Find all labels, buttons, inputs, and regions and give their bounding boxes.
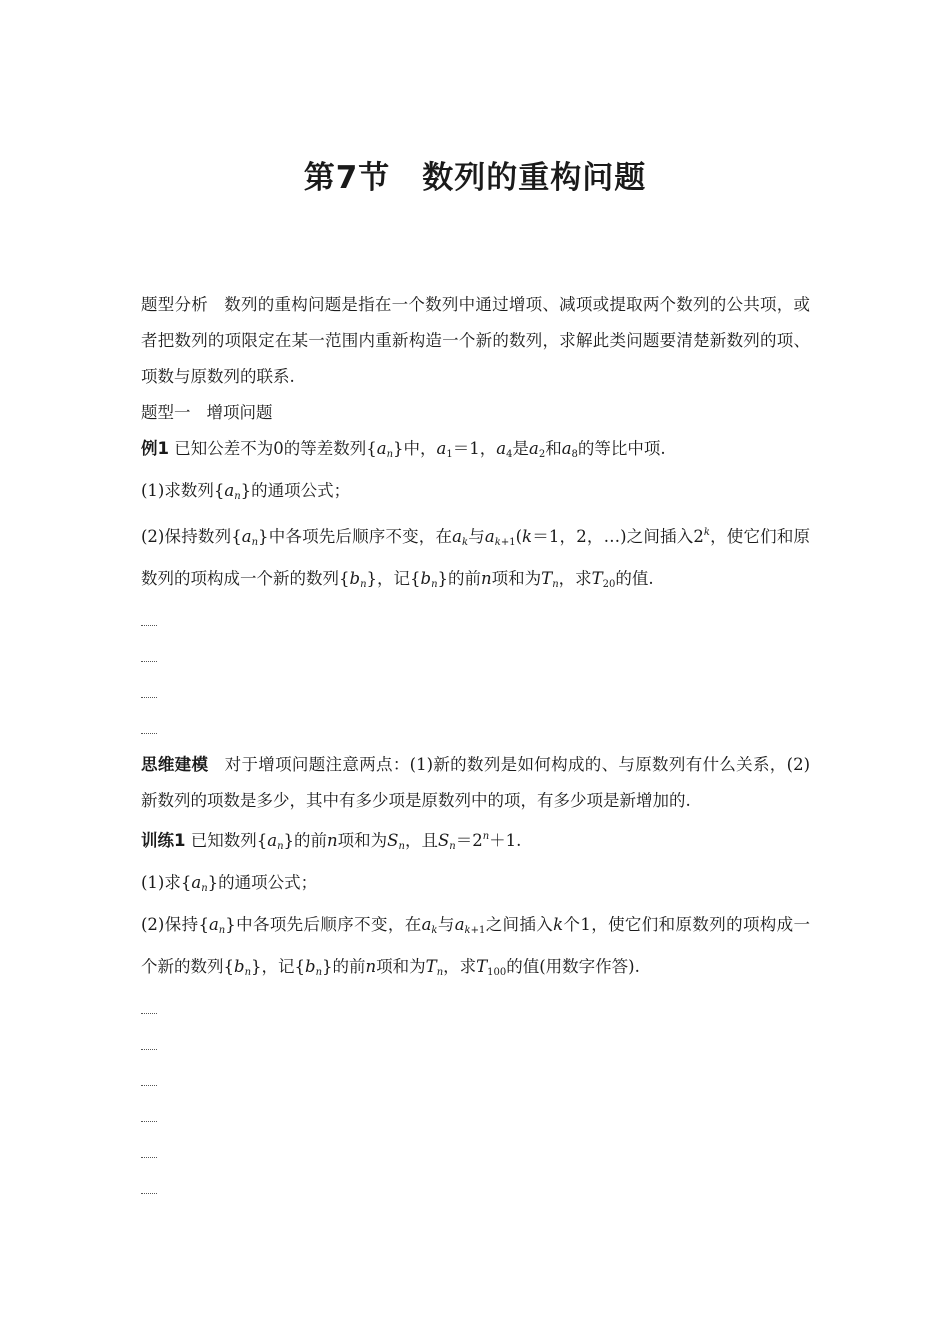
training1-stem-text: 已知数列$\{a_n\}$的前n项和为$S_n$，且$S_n=2^n+1$.	[190, 831, 522, 852]
page-title: 第7节 数列的重构问题	[303, 160, 647, 196]
modeling-text: 对于增项问题注意两点：(1)新的数列是如何构成的、与原数列有什么关系，(2)新数列的项数是多少，其中有多少项是原数列中的项，有多少项是新增加的.	[141, 755, 811, 810]
training1-question-1: (1)求$\{a_n\}$的通项公式；	[141, 873, 318, 894]
training1-question-2: (2)保持$\{a_n\}$中各项先后顺序不变，在$a_k$与$a_{k+1}$之间插入k个1，使它们和原数列的项构成一个新的数列$\{b_n\}$，记$\{b_n\}$的前n项和为$T_n$，求$T_{100}$的值(用数字作答).	[141, 915, 811, 978]
modeling-label: 思维建模	[141, 755, 209, 774]
example1-question-1: (1)求数列$\{a_n\}$的通项公式；	[141, 481, 351, 502]
answer-blank-line	[141, 1135, 810, 1171]
answer-blank-line	[141, 1063, 810, 1099]
type1-heading	[141, 395, 810, 431]
training1-stem	[141, 819, 810, 865]
training1-label: 训练1	[141, 831, 186, 850]
answer-blank-line	[141, 991, 810, 1027]
answer-blank-line	[141, 603, 810, 639]
answer-blank-line	[141, 1171, 810, 1207]
example1-label: 例1	[141, 439, 169, 458]
analysis-text: 数列的重构问题是指在一个数列中通过增项、减项或提取两个数列的公共项，或者把数列的项限定在某一范围内重新构造一个新的数列，求解此类问题要清楚新数列的项、项数与原数列的联系.	[141, 295, 811, 386]
type1-title: 增项问题	[206, 403, 273, 422]
example1-question-2: (2)保持数列$\{a_n\}$中各项先后顺序不变，在$a_k$与$a_{k+1}(k=1$，2，…)之间插入2$^k$，使它们和原数列的项构成一个新的数列$\{b_n\}$，记$\{b_n\}$的前n项和为$T_n$，求$T_{20}$的值.	[141, 527, 811, 590]
example1-stem-text: 已知公差不为0的等差数列$\{a_n\}$中，$a_1=1$，$a_4$是$a_2$和$a_8$的等比中项.	[174, 439, 666, 460]
document-body	[141, 287, 810, 1207]
analysis-label: 题型分析	[141, 295, 208, 314]
answer-blank-line	[141, 639, 810, 675]
answer-blank-line	[141, 1099, 810, 1135]
analysis-paragraph	[141, 287, 810, 395]
answer-blank-line	[141, 711, 810, 747]
example1-stem	[141, 431, 810, 473]
answer-blank-line	[141, 1027, 810, 1063]
modeling-paragraph	[141, 747, 810, 819]
answer-blank-line	[141, 675, 810, 711]
type1-label: 题型一	[141, 403, 191, 422]
